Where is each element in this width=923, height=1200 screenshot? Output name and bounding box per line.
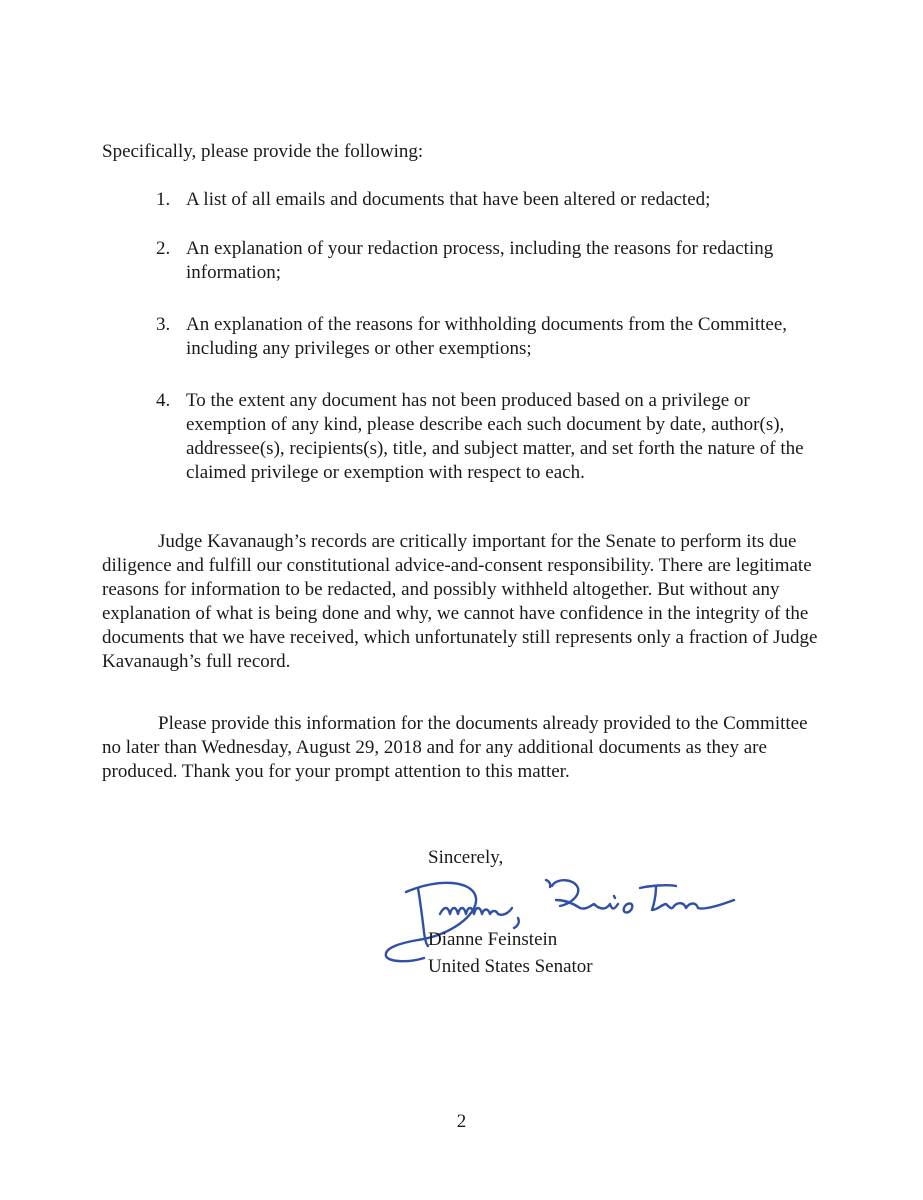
request-item-4 (156, 389, 816, 485)
request-item-2 (156, 237, 816, 285)
request-deadline-paragraph: Please provide this information for the documents already provided to the Committee no later than Wednesday, August 29, 2018 and for any additional documents as they are produced. Thank you for your prompt attention to this matter. (102, 713, 808, 782)
signer-name: Dianne Feinstein (428, 929, 558, 950)
request-text: An explanation of your redaction process, including the reasons for redacting information; (186, 238, 774, 283)
request-item-1 (156, 188, 816, 212)
request-text: To the extent any document has not been produced based on a privilege or exemption of any kind, please describe each such document by date, author(s), addressee(s), recipients(s), title, and subject matter, and set forth the nature of the claimed privilege or exemption with respect to each. (186, 390, 804, 483)
records-paragraph: Judge Kavanaugh’s records are critically important for the Senate to perform its due diligence and fulfill our constitutional advice-and-consent responsibility. There are legitimate reasons for information to be redacted, and possibly withheld altogether. But without any explanation of what is being done and why, we cannot have confidence in the integrity of the documents that we have received, which unfortunately still represents only a fraction of Judge Kavanaugh’s full record. (102, 531, 818, 672)
request-text: A list of all emails and documents that have been altered or redacted; (186, 189, 711, 210)
request-number: 2. (156, 238, 171, 259)
request-list (156, 188, 816, 485)
signer-title: United States Senator (428, 956, 593, 977)
request-number: 4. (156, 390, 171, 411)
page-number: 2 (456, 1111, 467, 1132)
request-number: 3. (156, 314, 171, 335)
intro-line: Specifically, please provide the following: (102, 141, 424, 162)
request-number: 1. (156, 189, 171, 210)
salutation: Sincerely, (428, 847, 504, 868)
request-item-3 (156, 313, 816, 361)
request-text: An explanation of the reasons for withholding documents from the Committee, including any privileges or other exemptions; (186, 314, 788, 359)
